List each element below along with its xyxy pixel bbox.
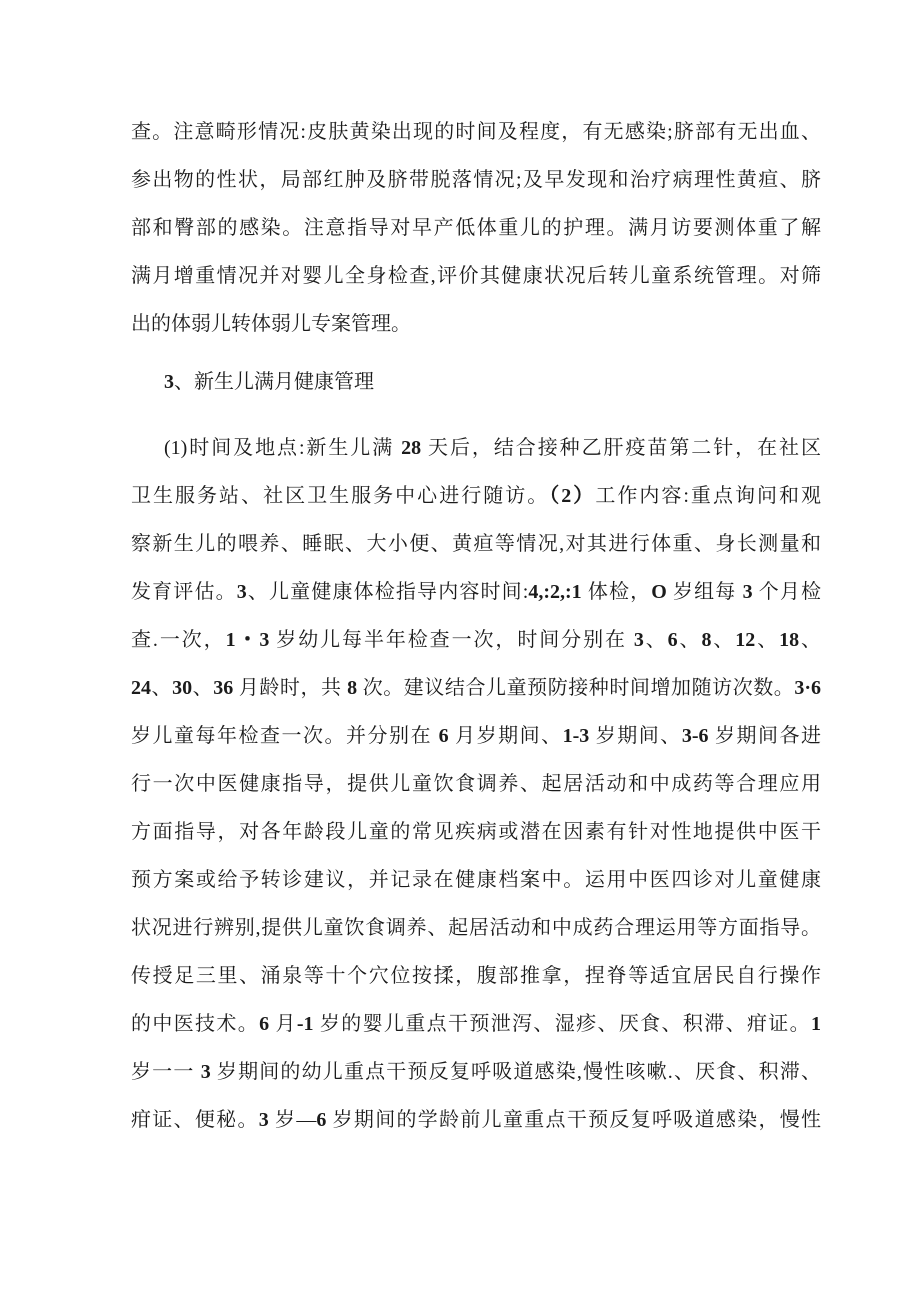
text-line — [131, 300, 821, 348]
bold-text-run: 3 — [633, 629, 644, 651]
text-run: 行一次中医健康指导，提供儿童饮食调养、起居活动和中成药等合理应用 — [131, 773, 821, 795]
text-run: 、 — [643, 629, 668, 651]
text-line — [131, 472, 821, 520]
bold-text-run: 3 — [236, 581, 247, 603]
bold-text-run: （2） — [549, 485, 596, 507]
text-run: 岁期间的幼儿重点干预反复呼吸道感染,慢性咳嗽.、厌食、积滞、 — [210, 1061, 821, 1083]
text-line — [131, 808, 821, 856]
bold-text-run: 3 — [258, 1109, 269, 1131]
text-line — [131, 156, 821, 204]
text-run: 查。注意畸形情况:皮肤黄染出现的时间及程度，有无感染;脐部有无出血、 — [131, 121, 821, 143]
text-line — [131, 1048, 821, 1096]
bold-text-run: 1 — [811, 1013, 821, 1035]
bold-text-run: 24 — [131, 677, 151, 699]
text-run: 个月检 — [752, 581, 821, 603]
text-run: 出的体弱儿转体弱儿专案管理。 — [131, 313, 411, 335]
text-line — [131, 252, 821, 300]
bold-text-run: 28 — [401, 437, 422, 459]
bold-text-run: 3 — [742, 581, 753, 603]
text-run: 状况进行辨别,提供儿童饮食调养、起居活动和中成药合理运用等方面指导。 — [131, 917, 821, 939]
text-run: 、 — [192, 677, 214, 699]
text-run: 岁儿童每年检查一次。并分别在 — [131, 725, 439, 747]
text-run: 、 — [755, 629, 780, 651]
text-run: 岁的婴儿重点干预泄泻、湿疹、厌食、积滞、疳证。 — [313, 1013, 812, 1035]
text-run: 察新生儿的喂养、睡眠、大小便、黄疸等情况,对其进行体重、身长测量和 — [131, 533, 821, 555]
bold-text-run: 1・3 — [225, 629, 270, 651]
bold-text-run: 4,:2,:1 — [528, 581, 582, 603]
bold-text-run: 3-6 — [681, 725, 709, 747]
text-run: 卫生服务站、社区卫生服务中心进行随访。 — [131, 485, 550, 507]
text-line — [131, 424, 821, 472]
text-run: 的中医技术。 — [131, 1013, 260, 1035]
text-run: 、 — [799, 629, 821, 651]
text-run: 天后，结合接种乙肝疫苗第二针，在社区 — [421, 437, 821, 459]
text-line — [131, 568, 821, 616]
text-line — [131, 760, 821, 808]
bold-text-run: 8 — [701, 629, 712, 651]
text-line — [131, 520, 821, 568]
text-run: 月 — [269, 1013, 297, 1035]
text-run: 查.一次， — [131, 629, 226, 651]
text-run: 参出物的性状，局部红肿及脐带脱落情况;及早发现和治疗病理性黄疸、脐 — [131, 169, 821, 191]
bold-text-run: 3 — [200, 1061, 211, 1083]
text-run: 预方案或给予转诊建议，并记录在健康档案中。运用中医四诊对儿童健康 — [131, 869, 821, 891]
bold-text-run: 6 — [259, 1013, 270, 1035]
text-run: 、 — [151, 677, 173, 699]
text-run: 满月增重情况并对婴儿全身检查,评价其健康状况后转儿童系统管理。对筛 — [131, 265, 821, 287]
text-run: 岁期间、 — [589, 725, 682, 747]
bold-text-run: 30 — [172, 677, 193, 699]
text-run: 体检， — [581, 581, 652, 603]
text-line — [131, 616, 821, 664]
text-line — [131, 952, 821, 1000]
section-heading — [131, 358, 821, 406]
bold-text-run: 6 — [316, 1109, 327, 1131]
text-run: 方面指导，对各年龄段儿童的常见疾病或潜在因素有针对性地提供中医干 — [131, 821, 821, 843]
text-run: 岁组每 — [666, 581, 743, 603]
text-run: 月龄时，共 — [233, 677, 348, 699]
bold-text-run: 8 — [347, 677, 358, 699]
text-run: 岁期间的学龄前儿童重点干预反复呼吸道感染，慢性 — [326, 1109, 821, 1131]
text-run: 工作内容:重点询问和观 — [595, 485, 821, 507]
bold-text-run: 3 — [164, 371, 174, 393]
bold-text-run: 12 — [735, 629, 756, 651]
text-run: 传授足三里、涌泉等十个穴位按揉，腹部推拿，捏脊等适宜居民自行操作 — [131, 965, 821, 987]
text-run: 、 — [677, 629, 702, 651]
document-body — [131, 108, 821, 1144]
text-run: 岁期间各进 — [708, 725, 821, 747]
text-run: 岁幼儿每半年检查一次，时间分别在 — [269, 629, 634, 651]
text-run: 岁一一 — [131, 1061, 201, 1083]
bold-text-run: 6 — [667, 629, 678, 651]
text-run: 岁— — [268, 1109, 317, 1131]
bold-text-run: O — [651, 581, 667, 603]
text-run: 次。建议结合儿童预防接种时间增加随访次数。 — [357, 677, 795, 699]
bold-text-run: 1-3 — [562, 725, 590, 747]
text-run: 、新生儿满月健康管理 — [174, 371, 374, 393]
text-line — [131, 204, 821, 252]
text-run: 月岁期间、 — [448, 725, 563, 747]
bold-text-run: 3·6 — [794, 677, 821, 699]
text-run: 疳证、便秘。 — [131, 1109, 259, 1131]
text-run: (1)时间及地点:新生儿满 — [164, 437, 402, 459]
text-line — [131, 712, 821, 760]
text-line — [131, 108, 821, 156]
text-run: 、儿童健康体检指导内容时间: — [246, 581, 529, 603]
text-run: 发育评估。 — [131, 581, 237, 603]
bold-text-run: -1 — [296, 1013, 314, 1035]
text-line — [131, 904, 821, 952]
text-run: 部和臀部的感染。注意指导对早产低体重儿的护理。满月访要测体重了解 — [131, 217, 821, 239]
text-line — [131, 1000, 821, 1048]
bold-text-run: 6 — [438, 725, 449, 747]
text-line — [131, 664, 821, 712]
text-run: 、 — [711, 629, 736, 651]
text-line — [131, 856, 821, 904]
text-line — [131, 1096, 821, 1144]
bold-text-run: 18 — [779, 629, 800, 651]
bold-text-run: 36 — [213, 677, 234, 699]
